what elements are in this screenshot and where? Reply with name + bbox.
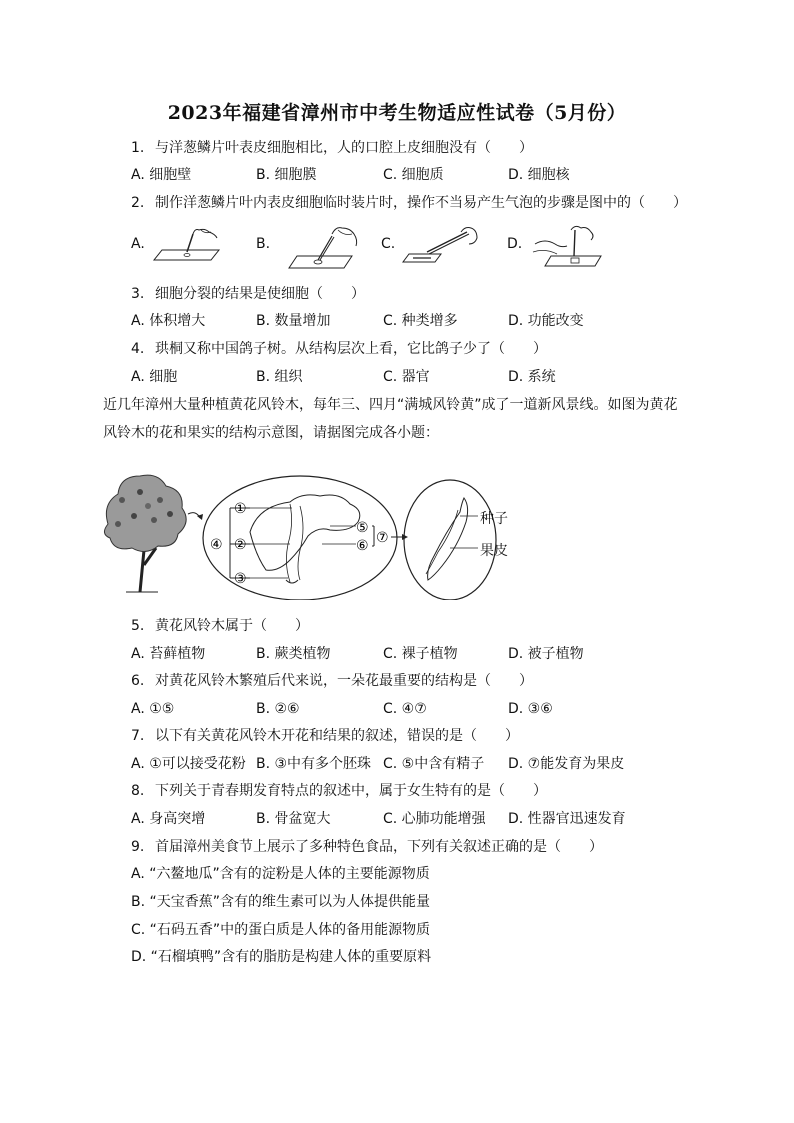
coverslip-icon <box>399 222 489 272</box>
pericarp-label: 果皮 <box>480 543 508 559</box>
question-stem: 珙桐又称中国鸽子树。从结构层次上看，它比鸽子少了（ ） <box>155 341 547 357</box>
option-a[interactable]: A. “六鳌地瓜”含有的淀粉是人体的主要能源物质 <box>131 866 430 882</box>
question-stem: 细胞分裂的结果是使细胞（ ） <box>155 286 365 302</box>
option-d[interactable]: D. 性器官迅速发育 <box>508 811 626 827</box>
option-a[interactable]: A. 细胞壁 <box>131 167 192 183</box>
option-c[interactable]: C. 细胞质 <box>383 167 444 183</box>
option-c[interactable]: C. 裸子植物 <box>383 646 458 662</box>
option-a-image[interactable] <box>131 222 241 272</box>
option-a[interactable]: A. ①可以接受花粉 <box>131 756 246 772</box>
question-8 <box>131 782 547 800</box>
question-3 <box>131 285 365 303</box>
question-number: 1. <box>131 140 145 156</box>
option-d[interactable]: D. 被子植物 <box>508 646 584 662</box>
option-c[interactable]: C. ④⑦ <box>383 701 427 717</box>
option-d-image[interactable] <box>507 222 617 272</box>
dropper-slide-icon <box>149 222 239 272</box>
question-number: 8. <box>131 783 145 799</box>
question-stem: 下列关于青春期发育特点的叙述中，属于女生特有的是（ ） <box>155 783 547 799</box>
option-c[interactable]: C. “石码五香”中的蛋白质是人体的备用能源物质 <box>131 922 431 938</box>
option-d[interactable]: D. 细胞核 <box>508 167 570 183</box>
option-a[interactable]: A. ①⑤ <box>131 701 175 717</box>
option-d[interactable]: D. ⑦能发育为果皮 <box>508 756 625 772</box>
option-b[interactable]: B. 细胞膜 <box>256 167 317 183</box>
option-b[interactable]: B. 蕨类植物 <box>256 646 331 662</box>
option-c-image[interactable] <box>381 222 491 272</box>
option-b[interactable]: B. 组织 <box>256 369 303 385</box>
option-b[interactable]: B. 骨盆宽大 <box>256 811 331 827</box>
option-a[interactable]: A. 身高突增 <box>131 811 206 827</box>
option-b-image[interactable] <box>256 222 366 272</box>
question-stem: 制作洋葱鳞片叶内表皮细胞临时装片时，操作不当易产生气泡的步骤是图中的（ ） <box>155 195 687 211</box>
question-4 <box>131 340 547 358</box>
question-stem: 与洋葱鳞片叶表皮细胞相比，人的口腔上皮细胞没有（ ） <box>155 140 533 156</box>
option-c[interactable]: C. 心肺功能增强 <box>383 811 486 827</box>
option-label: B. <box>256 236 271 252</box>
seed-label: 种子 <box>480 511 508 527</box>
passage-line-1: 近几年漳州大量种植黄花风铃木，每年三、四月“满城风铃黄”成了一道新风景线。如图为黄花 <box>103 397 678 413</box>
tree-icon <box>104 475 186 592</box>
question-stem: 以下有关黄花风铃木开花和结果的叙述，错误的是（ ） <box>155 728 519 744</box>
question-9 <box>131 838 603 856</box>
option-b[interactable]: B. 数量增加 <box>256 313 331 329</box>
option-a[interactable]: A. 苔藓植物 <box>131 646 206 662</box>
option-d[interactable]: D. 系统 <box>508 369 556 385</box>
option-b[interactable]: B. ②⑥ <box>256 701 300 717</box>
marker-2: ② <box>234 537 247 553</box>
option-label: D. <box>507 236 523 252</box>
option-b[interactable]: B. ③中有多个胚珠 <box>256 756 372 772</box>
marker-3: ③ <box>234 571 247 587</box>
option-label: A. <box>131 236 145 252</box>
question-number: 5. <box>131 618 145 634</box>
question-number: 7. <box>131 728 145 744</box>
marker-7: ⑦ <box>376 530 389 546</box>
option-b[interactable]: B. “天宝香蕉”含有的维生素可以为人体提供能量 <box>131 894 431 910</box>
question-stem: 对黄花风铃木繁殖后代来说，一朵花最重要的结构是（ ） <box>155 673 533 689</box>
question-5 <box>131 617 309 635</box>
question-2 <box>131 194 687 212</box>
question-number: 4. <box>131 341 145 357</box>
passage-line-2: 风铃木的花和果实的结构示意图，请据图完成各小题： <box>103 425 439 441</box>
option-c[interactable]: C. ⑤中含有精子 <box>383 756 485 772</box>
marker-6: ⑥ <box>356 538 369 554</box>
option-c[interactable]: C. 器官 <box>383 369 430 385</box>
question-stem: 首届漳州美食节上展示了多种特色食品，下列有关叙述正确的是（ ） <box>155 839 603 855</box>
option-c[interactable]: C. 种类增多 <box>383 313 458 329</box>
option-a[interactable]: A. 体积增大 <box>131 313 206 329</box>
question-1 <box>131 139 533 157</box>
option-d[interactable]: D. “石榴填鸭”含有的脂肪是构建人体的重要原料 <box>131 949 432 965</box>
question-number: 9. <box>131 839 145 855</box>
marker-1: ① <box>234 501 247 517</box>
option-label: C. <box>381 236 396 252</box>
option-a[interactable]: A. 细胞 <box>131 369 178 385</box>
question-7 <box>131 727 519 745</box>
page-title: 2023年福建省漳州市中考生物适应性试卷（5月份） <box>167 102 627 124</box>
marker-4: ④ <box>210 537 223 553</box>
question-stem: 黄花风铃木属于（ ） <box>155 618 309 634</box>
question-number: 3. <box>131 286 145 302</box>
tweezers-slide-icon <box>274 222 364 272</box>
question-number: 2. <box>131 195 145 211</box>
flower-fruit-diagram <box>100 470 508 600</box>
option-d[interactable]: D. ③⑥ <box>508 701 553 717</box>
option-d[interactable]: D. 功能改变 <box>508 313 584 329</box>
question-6 <box>131 672 533 690</box>
diagram-graphic <box>100 470 500 600</box>
stain-dropper-icon <box>525 222 615 272</box>
question-number: 6. <box>131 673 145 689</box>
marker-5: ⑤ <box>356 520 369 536</box>
